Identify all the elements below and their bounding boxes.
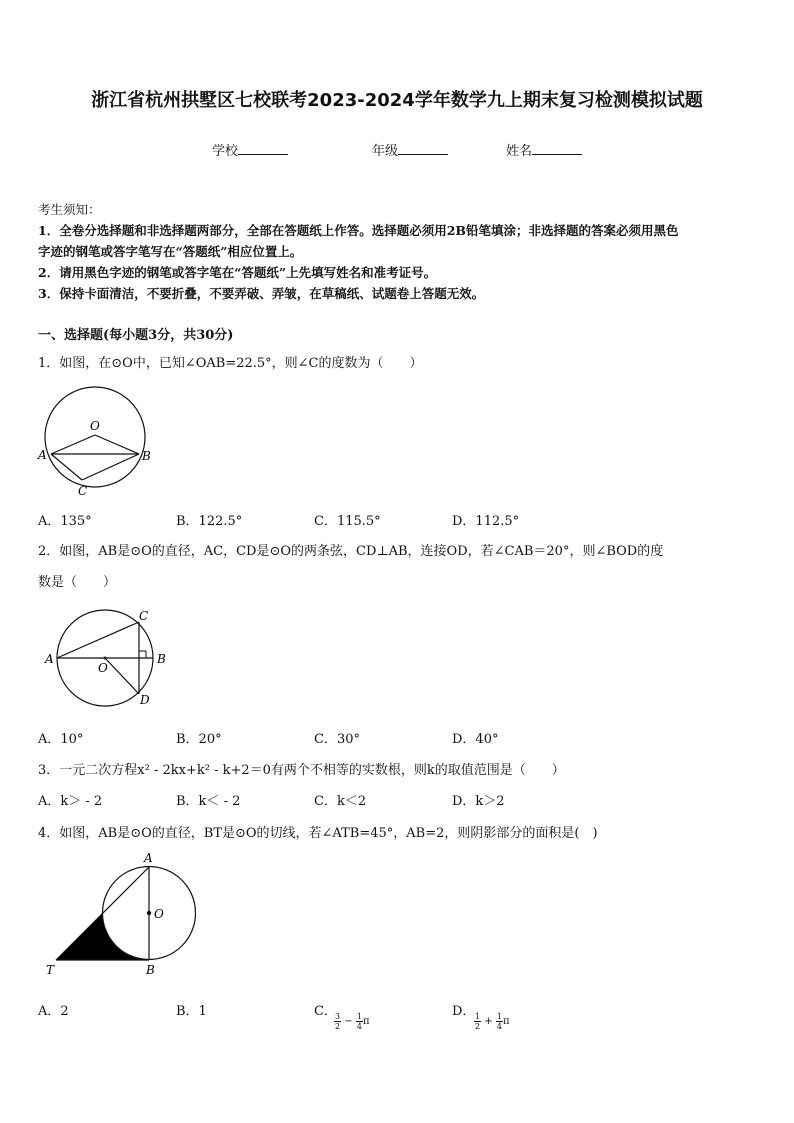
figure-label: T <box>46 963 55 977</box>
school-blank[interactable] <box>238 142 288 155</box>
frac-den: 4 <box>496 1022 502 1031</box>
q4-option-d-expression <box>474 1012 510 1031</box>
page-title: 浙江省杭州拱墅区七校联考2023-2024学年数学九上期末复习检测模拟试题 <box>91 90 703 111</box>
q4-option-c-label: C． <box>314 1004 337 1019</box>
q2-option-c[interactable]: C．30° <box>314 732 360 747</box>
name-blank[interactable] <box>532 142 582 155</box>
name-field[interactable] <box>506 140 582 159</box>
grade-field[interactable] <box>372 140 448 159</box>
pi-symbol: π <box>362 1016 370 1027</box>
pi-symbol: π <box>502 1016 510 1027</box>
question-4-stem: 4．如图，AB是⊙O的直径，BT是⊙O的切线，若∠ATB=45°，AB=2，则阴影部分的面积是( ) <box>38 826 598 841</box>
grade-blank[interactable] <box>398 142 448 155</box>
figure-label: A <box>38 448 47 462</box>
section-heading: 一、选择题(每小题3分，共30分) <box>38 328 234 343</box>
q1-option-c[interactable]: C．115.5° <box>314 514 381 529</box>
notice-item: 字迹的钢笔或答字笔写在“答题纸”相应位置上。 <box>38 244 303 259</box>
question-2-stem-cont: 数是（ ） <box>38 575 117 590</box>
notice-item: 2．请用黑色字迹的钢笔或答字笔在“答题纸”上先填写姓名和准考证号。 <box>38 265 437 280</box>
figure-label: O <box>90 419 100 433</box>
question-4-figure <box>36 846 196 978</box>
frac-den: 4 <box>356 1022 362 1031</box>
frac-num: 1 <box>496 1012 502 1021</box>
q2-option-a[interactable]: A．10° <box>38 732 84 747</box>
q3-option-b[interactable]: B．k＜ - 2 <box>176 794 241 809</box>
question-1-stem: 1．如图，在⊙O中，已知∠OAB=22.5°，则∠C的度数为（ ） <box>38 356 423 371</box>
frac-num: 1 <box>475 1012 481 1021</box>
figure-label: B <box>157 652 166 666</box>
figure-label: B <box>146 963 155 977</box>
q3-option-c[interactable]: C．k＜2 <box>314 794 367 809</box>
question-2-stem: 2．如图，AB是⊙O的直径，AC，CD是⊙O的两条弦，CD⊥AB，连接OD，若∠CAB＝20°，则∠BOD的度 <box>38 544 664 559</box>
figure-label: A <box>144 851 153 865</box>
school-label: 学校 <box>212 144 239 159</box>
figure-label: B <box>142 449 151 463</box>
q4-option-d[interactable] <box>452 1000 475 1019</box>
school-field[interactable] <box>212 140 288 159</box>
figure-label: C <box>139 609 149 623</box>
frac-den: 2 <box>475 1022 481 1031</box>
grade-label: 年级 <box>372 144 399 159</box>
figure-label: O <box>154 907 164 921</box>
question-2-figure <box>36 604 176 710</box>
figure-label: C <box>78 484 88 498</box>
q4-option-a[interactable]: A．2 <box>38 1004 69 1019</box>
frac-num: 3 <box>335 1012 341 1021</box>
figure-label: O <box>98 661 108 675</box>
q1-option-d[interactable]: D．112.5° <box>452 514 520 529</box>
q1-option-a[interactable]: A．135° <box>38 514 92 529</box>
figure-label: D <box>140 693 150 707</box>
q3-option-d[interactable]: D．k＞2 <box>452 794 505 809</box>
frac-num: 1 <box>356 1012 362 1021</box>
figure-label: A <box>45 652 54 666</box>
q4-option-b[interactable]: B．1 <box>176 1004 207 1019</box>
operator: − <box>344 1016 353 1027</box>
q2-option-d[interactable]: D．40° <box>452 732 499 747</box>
operator: + <box>484 1016 493 1027</box>
name-label: 姓名 <box>506 144 533 159</box>
question-3-stem: 3．一元二次方程x² - 2kx+k² - k+2＝0有两个不相等的实数根，则k的取值范围是（ ） <box>38 763 565 778</box>
notice-heading: 考生须知： <box>38 202 101 217</box>
q4-option-d-label: D． <box>452 1004 476 1019</box>
q4-option-c-expression <box>334 1012 370 1031</box>
q3-option-a[interactable]: A．k＞ - 2 <box>38 794 103 809</box>
q2-option-b[interactable]: B．20° <box>176 732 222 747</box>
question-1-figure <box>36 380 156 500</box>
q1-option-b[interactable]: B．122.5° <box>176 514 243 529</box>
notice-item: 3．保持卡面清洁，不要折叠，不要弄破、弄皱，在草稿纸、试题卷上答题无效。 <box>38 286 485 301</box>
notice-item: 1．全卷分选择题和非选择题两部分，全部在答题纸上作答。选择题必须用2B铅笔填涂；非选择题的答案必须用黑色 <box>38 223 679 238</box>
frac-den: 2 <box>335 1022 341 1031</box>
